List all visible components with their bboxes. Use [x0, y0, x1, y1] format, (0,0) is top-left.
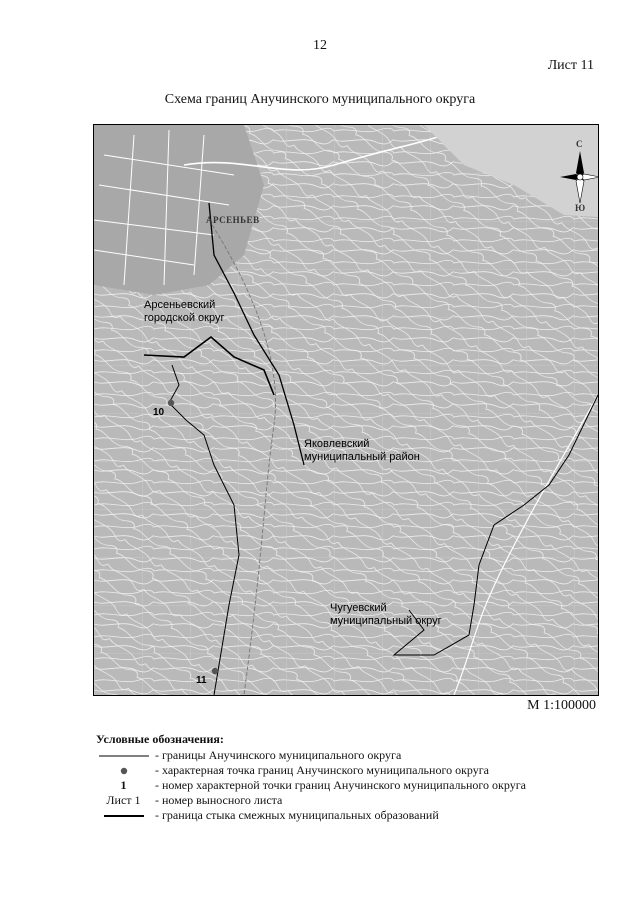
compass-south-letter: Ю — [575, 203, 586, 213]
page-number: 12 — [313, 38, 327, 53]
number-symbol: 1 — [120, 778, 127, 792]
dot-symbol — [96, 766, 151, 776]
legend-row-sheet — [96, 793, 616, 808]
sheet-label: Лист 11 — [547, 58, 594, 73]
legend-row-point-number — [96, 778, 616, 793]
city-label: АРСЕНЬЕВ — [206, 215, 260, 225]
boundary-point-10 — [168, 400, 174, 406]
legend-row-point — [96, 763, 616, 778]
chuguevsky-label: Чугуевский муниципальный округ — [330, 602, 442, 627]
map-area[interactable] — [93, 124, 599, 696]
yakovlevsky-label: Яковлевский муниципальный район — [304, 438, 420, 463]
legend-text: - границы Анучинского муниципального округа — [155, 748, 402, 762]
legend-text: - номер характерной точки границ Анучинского муниципального округа — [155, 778, 526, 792]
legend-text: - номер выносного листа — [155, 793, 283, 807]
map-scale: М 1:100000 — [527, 698, 596, 713]
boundary-point-11 — [212, 668, 218, 674]
legend-row-boundary — [96, 748, 616, 763]
legend-text: - характерная точка границ Анучинского муниципального округа — [155, 763, 489, 777]
thick-line-symbol — [96, 813, 151, 819]
legend-title: Условные обозначения: — [96, 732, 224, 746]
legend-text: - граница стыка смежных муниципальных образований — [155, 808, 439, 822]
legend — [96, 732, 616, 823]
legend-row-junction — [96, 808, 616, 823]
thin-line-symbol — [96, 753, 151, 759]
compass-north-letter: С — [576, 139, 583, 149]
point-number-11: 11 — [196, 675, 207, 686]
sheet-symbol: Лист 1 — [106, 793, 141, 807]
map-title: Схема границ Анучинского муниципального округа — [164, 92, 476, 107]
point-number-10: 10 — [153, 407, 165, 418]
arsenyevsky-label: Арсеньевский городской округ — [144, 299, 225, 324]
